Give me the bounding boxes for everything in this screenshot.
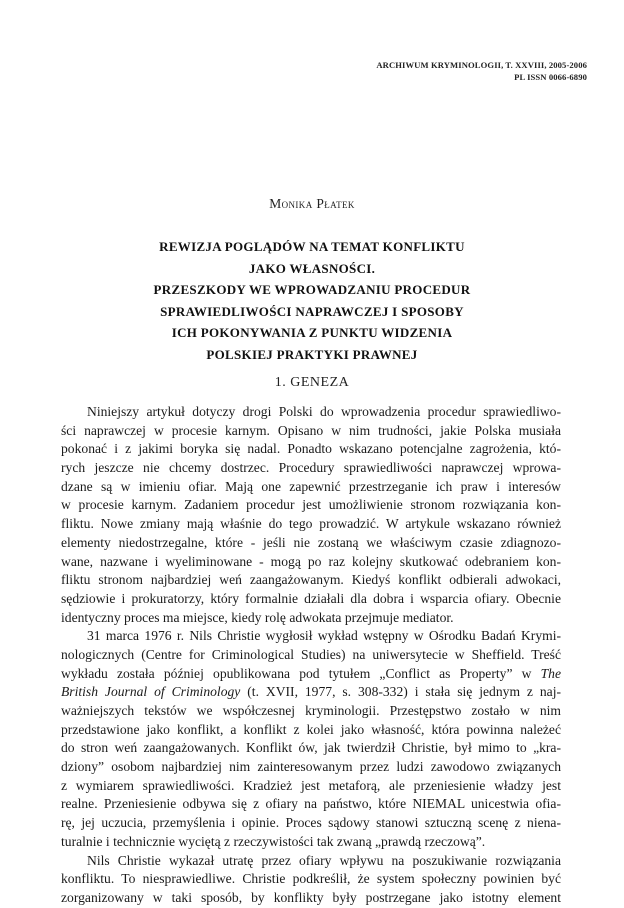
text-line: przedstawione jako konflikt, a konflikt z kolei jako własność, która powinna należeć <box>61 721 561 737</box>
text-line: w procesie karnym. Zadaniem procedur jest umożliwienie stronom rozwiązania kon- <box>61 497 561 513</box>
text-line: rych jeszcze nie chcemy dostrzec. Procedury sprawiedliwości naprawczej wprowa- <box>61 460 561 476</box>
text-line: ważniejszych tekstów we współczesnej kryminologii. Przestępstwo zostało w nim <box>61 703 561 718</box>
text-line: konfliktu. To niesprawiedliwe. Christie podkreślił, że system społeczny powinien być <box>61 871 561 887</box>
text-line: pokonać i z jakimi boryka się nadal. Ponadto wskazano potencjalne zagrożenia, któ- <box>61 441 561 457</box>
text-line: ści naprawczej w procesie karnym. Opisano w nim trudności, jakie Polska musiała <box>61 422 561 438</box>
text-line: sędziowie i prokuratorzy, który formalnie działali dla dobra i wsparcia ofiary. Obecnie <box>61 590 561 606</box>
text-line: dzane są w imieniu ofiar. Mają one zapewnić przestrzeganie ich praw i interesów <box>61 478 561 494</box>
text-line: fliktu. Nowe zmiany mają właśnie do tego prowadzić. W artykule wskazano również <box>61 516 561 532</box>
title-line: JAKO WŁASNOŚCI. <box>248 260 376 276</box>
running-header <box>376 59 587 83</box>
paragraph <box>61 852 561 908</box>
body-text <box>61 403 561 908</box>
journal-title-italic: British Journal of Criminology <box>61 684 241 700</box>
paragraph <box>61 403 561 627</box>
text-line: Nils Christie wykazał utratę przez ofiary wpływu na poszukiwanie rozwiązania <box>87 852 561 868</box>
text-line <box>61 665 561 684</box>
text-line: fliktu stronom najbardziej weń zaangażowanym. Kiedyś konflikt odbierali adwokaci, <box>61 572 561 588</box>
text-line: dziony” osobom najbardziej nim zainteresowanym przez ludzi zawodowo związanych <box>61 759 561 775</box>
text-line: z wymiarem sprawiedliwości. Kradzież jest metaforą, ale przeniesienie władzy jest <box>61 777 561 793</box>
journal-citation: ARCHIWUM KRYMINOLOGII, T. XXVIII, 2005-2006 <box>376 60 587 70</box>
text-line: Niniejszy artykuł dotyczy drogi Polski do wprowadzenia procedur sprawiedliwo- <box>87 404 561 419</box>
title-line: PRZESZKODY WE WPROWADZANIU PROCEDUR <box>153 282 471 298</box>
text-line: 31 marca 1976 r. Nils Christie wygłosił wykład wstępny w Ośrodku Badań Krymi- <box>87 628 561 644</box>
section-heading: 1. GENEZA <box>274 375 350 390</box>
paragraph <box>61 627 561 851</box>
title-line: POLSKIEJ PRAKTYKI PRAWNEJ <box>206 346 418 362</box>
text-fragment: (t. XVII, 1977, s. 308-332) i stała się jednym z naj- <box>247 684 562 700</box>
author-name: Monika Płatek <box>269 196 355 211</box>
text-line: identyczny proces ma miejsce, kiedy rolę adwokata przejmuje mediator. <box>61 609 454 625</box>
journal-title-italic: The <box>540 665 561 681</box>
title-line: REWIZJA POGLĄDÓW NA TEMAT KONFLIKTU <box>159 239 465 254</box>
text-line: rę, jej uczucia, przemyślenia i opinie. Proces sądowy stanowi sztuczną scenę z niena- <box>61 815 561 831</box>
text-line: zorganizowany w taki sposób, by konflikty były postrzegane jako istotny element <box>61 889 561 905</box>
text-line <box>61 683 561 702</box>
text-line: wane, nazwane i wyeliminowane - mogą po raz kolejny skutkować odebraniem kon- <box>61 553 561 569</box>
title-line: ICH POKONYWANIA Z PUNKTU WIDZENIA <box>171 325 453 341</box>
text-line: turalnie i technicznie wyciętą z rzeczywistości tak zwaną „prawdą rzeczową”. <box>61 833 486 849</box>
text-fragment: wykładu została później opublikowana pod tytułem „Conflict as Property” w <box>61 665 532 681</box>
title-line: SPRAWIEDLIWOŚCI NAPRAWCZEJ I SPOSOBY <box>160 303 464 319</box>
text-line: realne. Przeniesienie odbywa się z ofiary na państwo, które NIEMAL unicestwia ofia- <box>61 796 561 812</box>
text-line: elementy niedostrzegalne, które - jeśli nie zostaną we właściwym czasie zdiagnozo- <box>61 534 561 550</box>
issn: PL ISSN 0066-6890 <box>514 72 587 82</box>
article-title <box>0 236 624 366</box>
text-line: nologicznych (Centre for Criminological Studies) na uniwersytecie w Sheffield. Treść <box>61 646 561 662</box>
text-line: do stron weń zaangażowanych. Konflikt ów, jak twierdził Christie, był mimo to „kra- <box>61 740 561 756</box>
